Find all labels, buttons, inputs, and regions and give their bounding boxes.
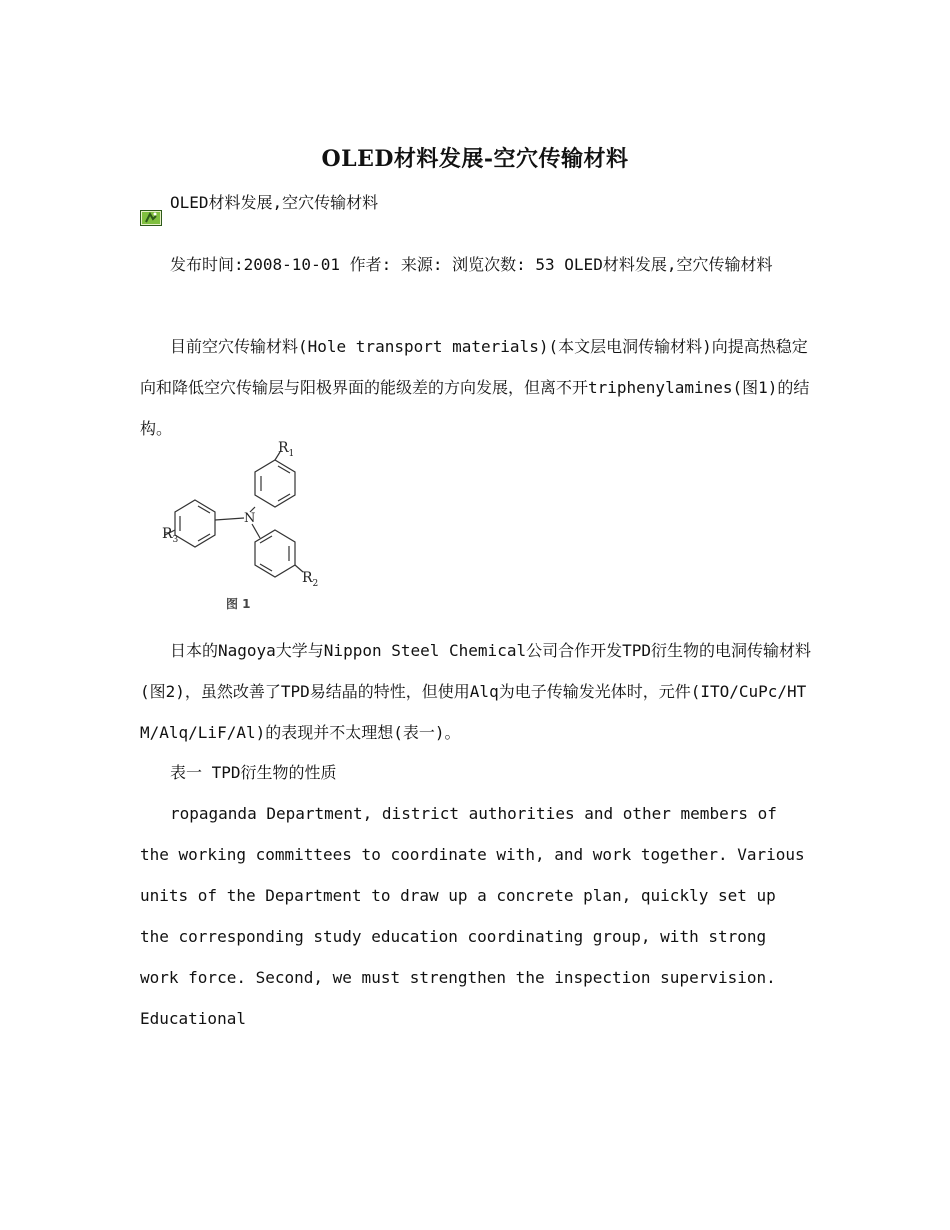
subtitle: OLED材料发展,空穴传输材料: [170, 193, 379, 212]
r1-label: [278, 440, 294, 459]
document-icon-graphic: [140, 210, 162, 226]
paragraph-intro: 目前空穴传输材料(Hole transport materials)(本文层电洞传输材料)向提高热稳定向和降低空穴传输层与阳极界面的能级差的方向发展，但离不开triphenylamines(图1)的结构。: [140, 337, 810, 438]
r3-label: [162, 526, 179, 545]
paragraph-english: ropaganda Department, district authorities and other members of the working committees to coordinate with, and work together. Various units of the Department to draw up a concrete plan, quickly set up the corresponding study education coordinating group, with strong work force. Second, we must strengthen the inspection supervision. Educational: [140, 804, 805, 1028]
document-icon: [140, 210, 162, 226]
subtitle-row: [140, 190, 820, 230]
r2-label: [302, 570, 318, 589]
r1-subscript: 1: [288, 449, 295, 459]
table-caption: 表一 TPD衍生物的性质: [170, 763, 337, 782]
r3-letter: R: [162, 526, 173, 542]
triphenylamine-structure: [160, 440, 340, 615]
nitrogen-atom: N: [244, 511, 256, 526]
figure-triphenylamine: [160, 440, 340, 615]
paragraph-nagoya: 日本的Nagoya大学与Nippon Steel Chemical公司合作开发TPD衍生物的电洞传输材料(图2)，虽然改善了TPD易结晶的特性，但使用Alq为电子传输发光体时，元件(ITO/CuPc/HTM/Alq/LiF/Al)的表现并不太理想(表一)。: [140, 641, 811, 742]
page-title: OLED材料发展-空穴传输材料: [321, 146, 629, 172]
r1-letter: R: [278, 440, 289, 456]
left-benzene-ring: [172, 500, 215, 547]
r3-subscript: 3: [172, 535, 179, 545]
r2-letter: R: [302, 570, 313, 586]
r2-subscript: 2: [312, 579, 319, 589]
figure-caption: 图 1: [226, 597, 251, 611]
meta-line: 发布时间:2008-10-01 作者: 来源: 浏览次数: 53 OLED材料发展,空穴传输材料: [170, 255, 773, 274]
